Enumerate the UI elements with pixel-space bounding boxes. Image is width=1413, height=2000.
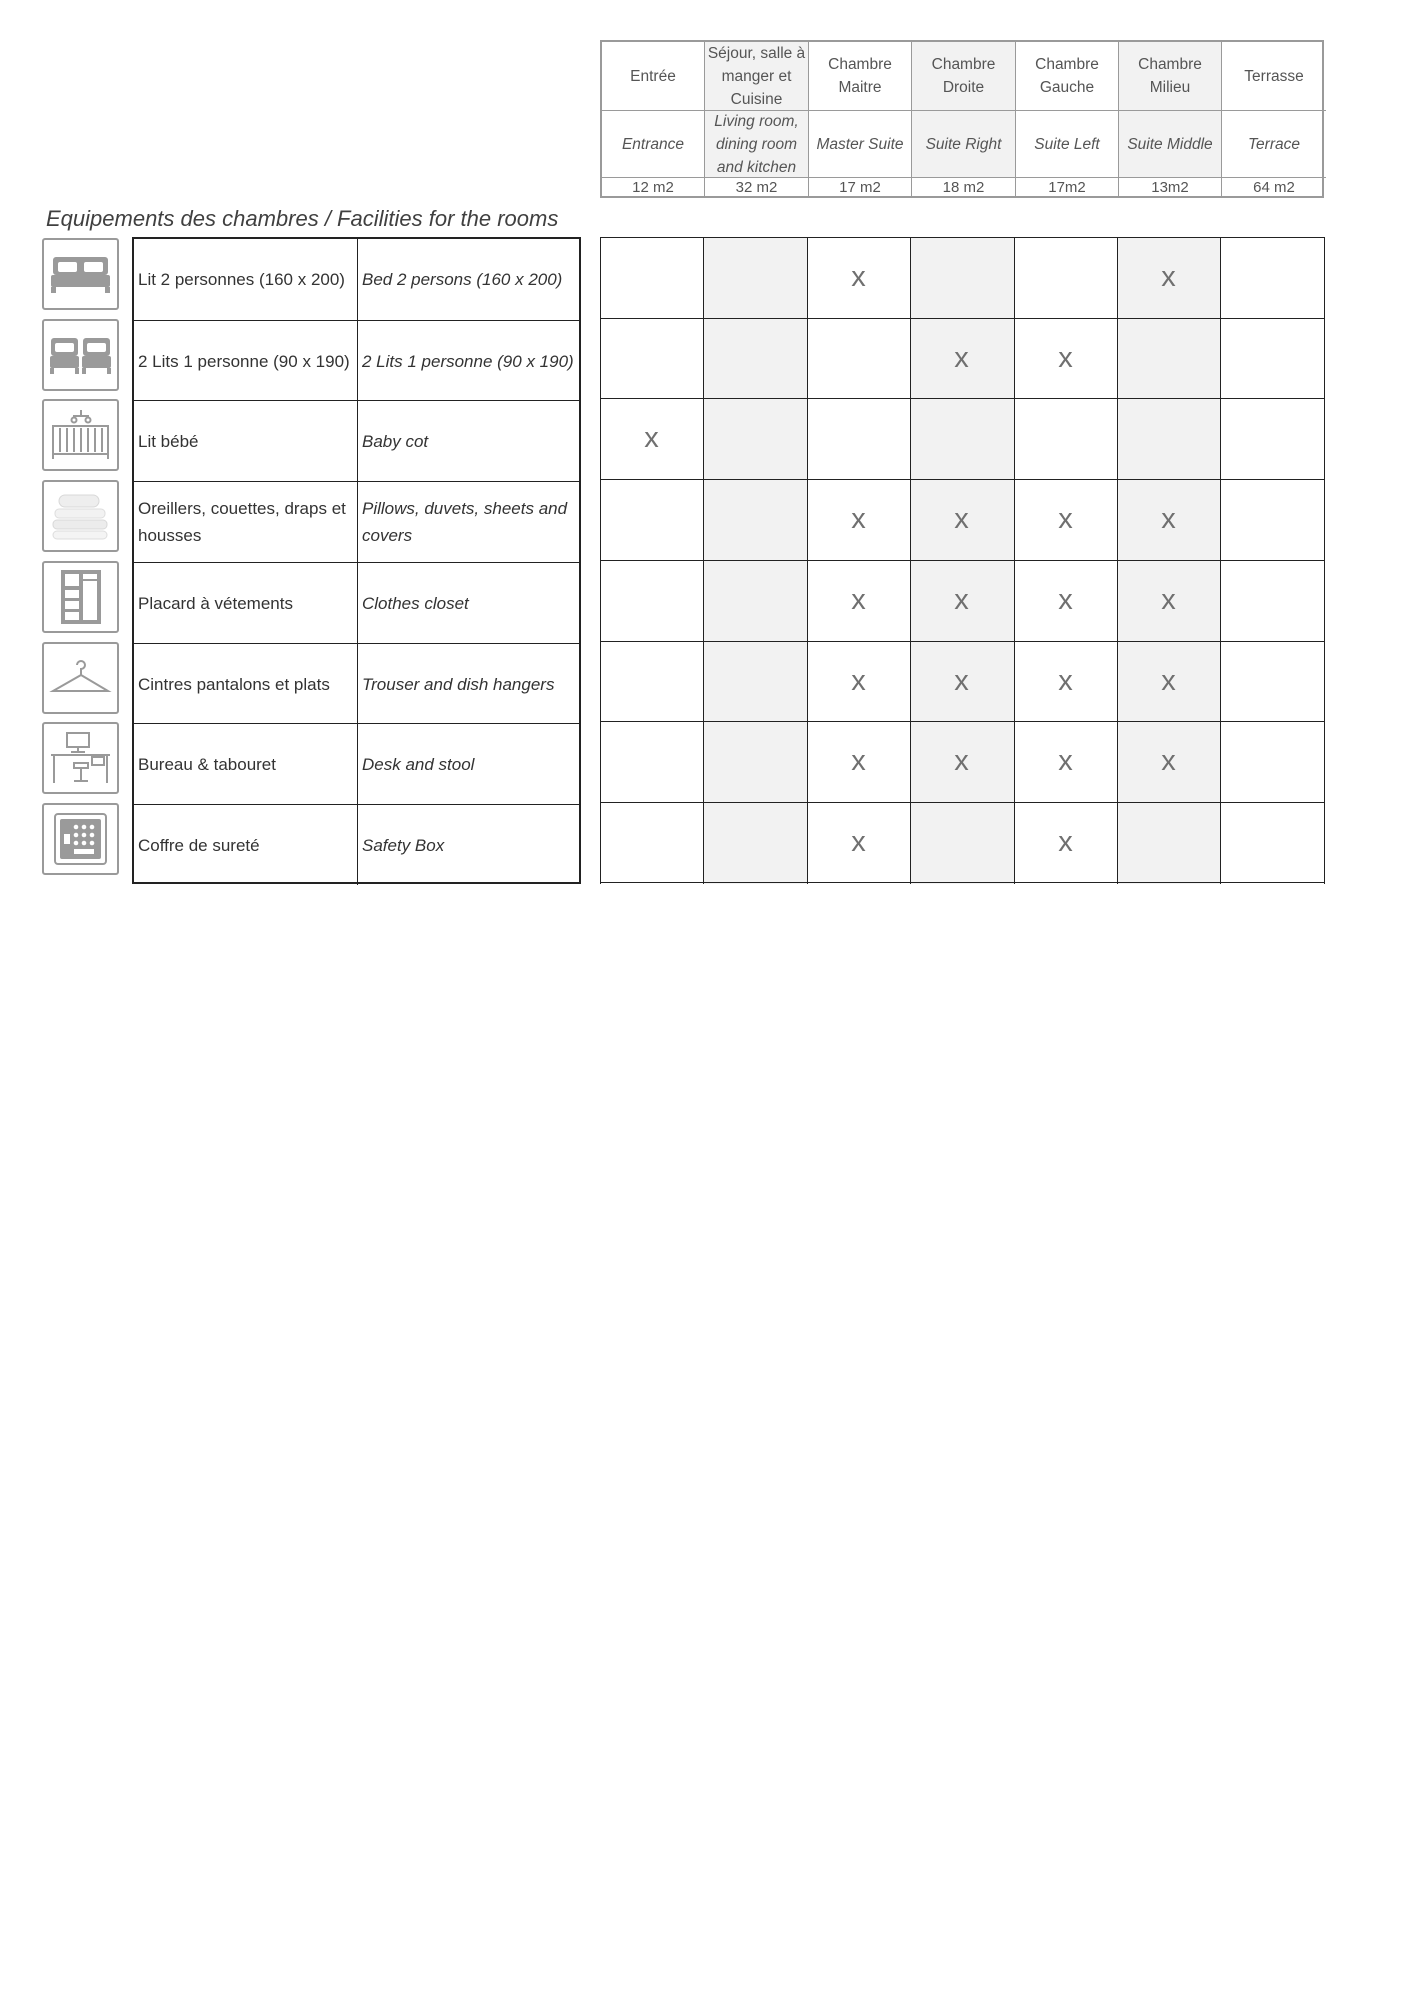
room-name-en: Suite Left [1016, 111, 1119, 178]
facility-row [134, 643, 579, 724]
double-bed-icon [42, 238, 119, 310]
availability-mark [600, 641, 703, 722]
availability-mark [1220, 398, 1323, 479]
availability-mark [1220, 721, 1323, 802]
availability-mark [1014, 398, 1117, 479]
availability-mark: x [954, 745, 969, 777]
availability-mark [1117, 318, 1220, 399]
facility-label-en: 2 Lits 1 personne (90 x 190) [362, 351, 574, 371]
room-area: 13m2 [1119, 178, 1222, 196]
facilities-label-table [132, 237, 581, 884]
availability-mark [600, 721, 703, 802]
availability-mark: x [1161, 503, 1176, 535]
room-name-en: Entrance [602, 111, 705, 178]
availability-mark: x [1161, 745, 1176, 777]
pillows-icon [42, 480, 119, 552]
room-name-fr: Chambre Droite [912, 42, 1016, 111]
availability-mark: x [644, 422, 659, 454]
facility-row [134, 400, 579, 481]
baby-cot-icon [42, 399, 119, 471]
availability-mark [600, 479, 703, 560]
wardrobe-icon [42, 561, 119, 633]
availability-mark: x [851, 665, 866, 697]
facility-label-fr: Oreillers, couettes, draps et housses [134, 482, 358, 562]
availability-mark [807, 398, 910, 479]
availability-mark: x [954, 503, 969, 535]
room-area: 12 m2 [602, 178, 705, 196]
facility-label-en: Baby cot [362, 431, 429, 451]
facility-row [134, 239, 579, 320]
availability-mark [807, 318, 910, 399]
availability-mark [703, 560, 806, 641]
availability-mark: x [1161, 665, 1176, 697]
availability-grid [600, 237, 1324, 884]
facility-label-en: Trouser and dish hangers [362, 674, 555, 694]
availability-mark [1220, 802, 1323, 883]
availability-mark: x [1058, 665, 1073, 697]
availability-mark: x [851, 745, 866, 777]
availability-mark: x [1058, 342, 1073, 374]
room-name-fr: Chambre Milieu [1119, 42, 1222, 111]
facility-row [134, 481, 579, 562]
facility-label-en: Pillows, duvets, sheets and covers [362, 499, 568, 545]
availability-mark [1220, 560, 1323, 641]
availability-mark [703, 479, 806, 560]
room-area: 64 m2 [1253, 178, 1295, 196]
safe-box-icon [42, 803, 119, 875]
facility-label-fr: Bureau & tabouret [134, 724, 358, 804]
facility-label-fr: Lit 2 personnes (160 x 200) [134, 239, 358, 320]
room-name-en: Suite Middle [1119, 111, 1222, 178]
room-name-fr: Entrée [602, 42, 705, 111]
hanger-icon [42, 642, 119, 714]
availability-mark [1014, 237, 1117, 318]
availability-mark [703, 237, 806, 318]
desk-stool-icon [42, 722, 119, 794]
availability-mark: x [954, 665, 969, 697]
section-title: Equipements des chambres / Facilities for the rooms [46, 206, 559, 231]
availability-mark [1220, 237, 1323, 318]
availability-mark [910, 802, 1013, 883]
availability-mark: x [1161, 584, 1176, 616]
facility-label-en: Clothes closet [362, 593, 469, 613]
facility-row [134, 804, 579, 885]
room-area: 17m2 [1016, 178, 1119, 196]
facility-label-fr: Lit bébé [134, 401, 358, 481]
facility-label-en: Bed 2 persons (160 x 200) [362, 270, 563, 289]
availability-mark [910, 398, 1013, 479]
facility-label-fr: Placard à vétements [134, 563, 358, 643]
availability-mark: x [851, 261, 866, 293]
availability-mark [1220, 641, 1323, 722]
availability-mark [1220, 318, 1323, 399]
facility-row [134, 723, 579, 804]
room-area: 17 m2 [809, 178, 912, 196]
room-header-table [600, 40, 1324, 198]
room-name-fr: Chambre Gauche [1016, 42, 1119, 111]
twin-beds-icon [42, 319, 119, 391]
availability-mark [600, 318, 703, 399]
availability-mark: x [954, 342, 969, 374]
availability-mark [600, 802, 703, 883]
grid-line-vertical [1324, 237, 1325, 884]
availability-mark [703, 802, 806, 883]
availability-mark: x [1058, 503, 1073, 535]
availability-mark [703, 318, 806, 399]
room-area: 18 m2 [912, 178, 1016, 196]
availability-mark [703, 641, 806, 722]
availability-mark: x [1058, 745, 1073, 777]
availability-mark: x [1058, 584, 1073, 616]
availability-mark: x [851, 503, 866, 535]
facility-label-fr: Cintres pantalons et plats [134, 644, 358, 724]
facility-label-en: Safety Box [362, 835, 445, 855]
availability-mark [1220, 479, 1323, 560]
availability-mark [600, 560, 703, 641]
room-name-en: Master Suite [809, 111, 912, 178]
facility-label-fr: 2 Lits 1 personne (90 x 190) [134, 321, 358, 401]
availability-mark [600, 237, 703, 318]
availability-mark [1117, 802, 1220, 883]
room-name-en: Living room, dining room and kitchen [705, 111, 809, 178]
room-name-fr: Terrasse [1222, 42, 1326, 111]
room-name-en: Suite Right [912, 111, 1016, 178]
availability-mark [703, 398, 806, 479]
availability-mark [1117, 398, 1220, 479]
availability-mark: x [1058, 826, 1073, 858]
availability-mark: x [1161, 261, 1176, 293]
room-name-en: Terrace [1222, 111, 1326, 178]
facility-label-en: Desk and stool [362, 754, 475, 774]
facility-row [134, 320, 579, 401]
room-area: 32 m2 [705, 178, 809, 196]
availability-mark: x [954, 584, 969, 616]
facility-row [134, 562, 579, 643]
availability-mark [910, 237, 1013, 318]
availability-mark [703, 721, 806, 802]
room-name-fr: Chambre Maitre [809, 42, 912, 111]
availability-mark: x [851, 584, 866, 616]
room-name-fr: Séjour, salle à manger et Cuisine [705, 42, 809, 111]
facility-label-fr: Coffre de sureté [134, 805, 358, 885]
availability-mark: x [851, 826, 866, 858]
